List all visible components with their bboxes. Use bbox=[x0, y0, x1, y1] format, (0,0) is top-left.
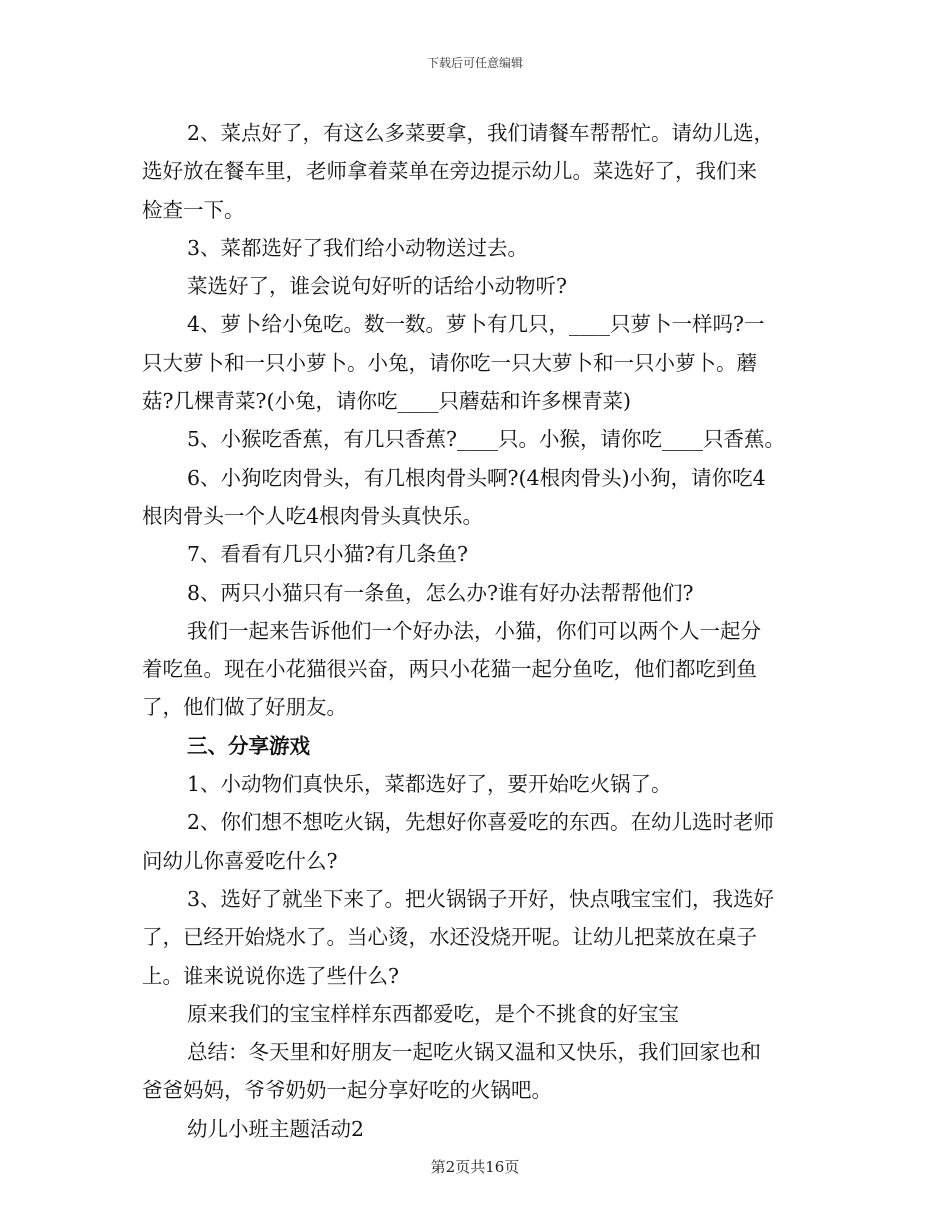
page-header: 下载后可任意编辑 bbox=[426, 56, 523, 70]
paragraph-line: 1、小动物们真快乐，菜都选好了，要开始吃火锅了。 bbox=[187, 772, 672, 797]
paragraph-line: 了，已经开始烧水了。当心烫，水还没烧开呢。让幼儿把菜放在桌子 bbox=[142, 925, 757, 950]
paragraph-line: 7、看看有几只小猫?有几条鱼? bbox=[187, 542, 469, 567]
paragraph-line: 6、小狗吃肉骨头，有几根肉骨头啊?(4根肉骨头)小狗，请你吃4 bbox=[187, 465, 766, 490]
paragraph-line: 5、小猴吃香蕉，有几只香蕉?____只。小猴，请你吃____只香蕉。 bbox=[187, 427, 786, 452]
paragraph-line: 幼儿小班主题活动2 bbox=[187, 1116, 365, 1141]
paragraph-line: 2、菜点好了，有这么多菜要拿，我们请餐车帮帮忙。请幼儿选， bbox=[187, 121, 775, 145]
paragraph-line: 我们一起来告诉他们一个好办法，小猫，你们可以两个人一起分 bbox=[187, 618, 761, 643]
paragraph-line: 菜选好了，谁会说句好听的话给小动物听? bbox=[187, 274, 567, 299]
paragraph-line: 总结：冬天里和好朋友一起吃火锅又温和又快乐，我们回家也和 bbox=[187, 1040, 761, 1065]
paragraph-line: 菇?几棵青菜?(小兔，请你吃____只蘑菇和许多棵青菜) bbox=[142, 389, 631, 414]
paragraph-line: 检查一下。 bbox=[142, 197, 245, 222]
paragraph-line: 了，他们做了好朋友。 bbox=[142, 695, 347, 720]
paragraph-line: 原来我们的宝宝样样东西都爱吃，是个不挑食的好宝宝 bbox=[187, 1001, 679, 1026]
paragraph-line: 选好放在餐车里，老师拿着菜单在旁边提示幼儿。菜选好了，我们来 bbox=[142, 159, 757, 184]
paragraph-line: 4、萝卜给小兔吃。数一数。萝卜有几只，____只萝卜一样吗?一 bbox=[187, 312, 765, 337]
document-body bbox=[142, 114, 810, 1148]
paragraph-line: 2、你们想不想吃火锅，先想好你喜爱吃的东西。在幼儿选时老师 bbox=[187, 810, 775, 835]
paragraph-line: 8、两只小猫只有一条鱼，怎么办?谁有好办法帮帮他们? bbox=[187, 580, 694, 605]
paragraph-line: 根肉骨头一个人吃4根肉骨头真快乐。 bbox=[142, 503, 484, 528]
paragraph-line: 爸爸妈妈，爷爷奶奶一起分享好吃的火锅吧。 bbox=[142, 1078, 552, 1103]
paragraph-line: 只大萝卜和一只小萝卜。小兔，请你吃一只大萝卜和一只小萝卜。蘑 bbox=[142, 350, 757, 375]
paragraph-line: 3、菜都选好了我们给小动物送过去。 bbox=[187, 235, 529, 260]
paragraph-line: 着吃鱼。现在小花猫很兴奋，两只小花猫一起分鱼吃，他们都吃到鱼 bbox=[142, 657, 757, 682]
page-footer: 第2页共16页 bbox=[430, 1158, 520, 1176]
section-heading: 三、分享游戏 bbox=[187, 733, 310, 758]
paragraph-line: 问幼儿你喜爱吃什么? bbox=[142, 848, 338, 873]
paragraph-line: 3、选好了就坐下来了。把火锅锅子开好，快点哦宝宝们，我选好 bbox=[187, 886, 775, 911]
paragraph-line: 上。谁来说说你选了些什么? bbox=[142, 963, 399, 988]
